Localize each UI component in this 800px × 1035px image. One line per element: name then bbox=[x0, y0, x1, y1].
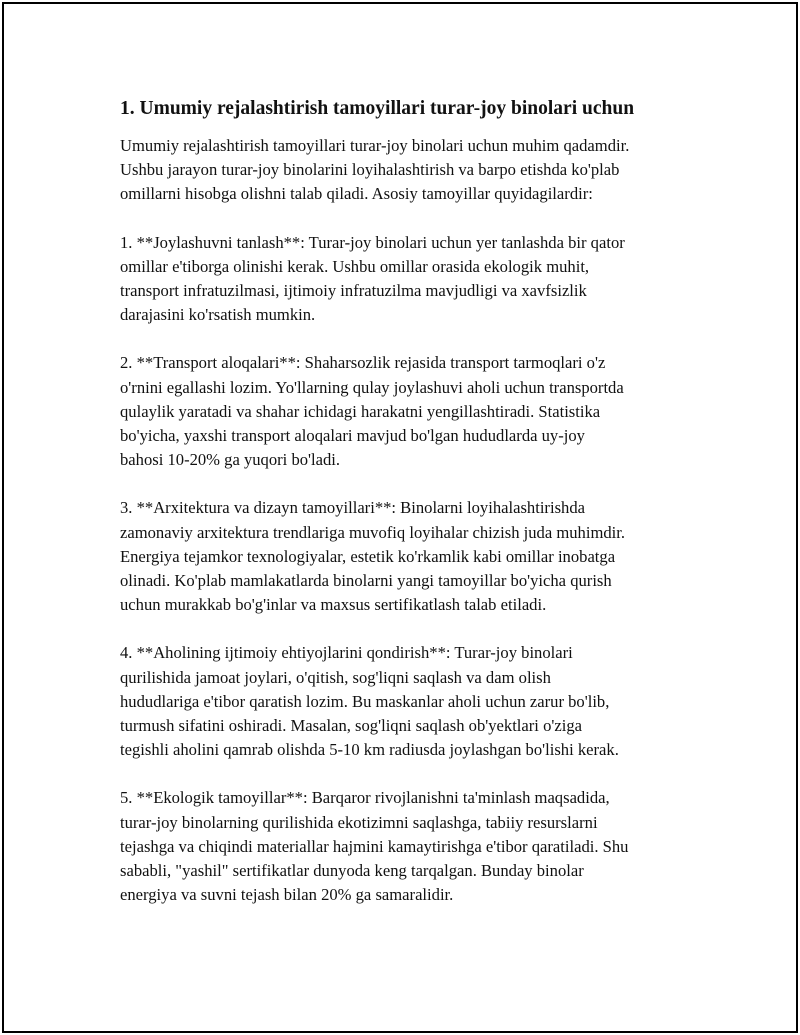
section-heading: 1. Umumiy rejalashtirish tamoyillari turar-joy binolari uchun bbox=[120, 98, 635, 119]
intro-paragraph: Umumiy rejalashtirish tamoyillari turar-joy binolari uchun muhim qadamdir. Ushbu jarayon turar-joy binolarini loyihalashtirish va barpo etishda ko'plab omillarni hisobga olishni talab qiladi. Asosiy tamoyillar quyidagilardir: bbox=[120, 136, 630, 204]
principle-item-architecture: 3. **Arxitektura va dizayn tamoyillari**: Binolarni loyihalashtirishda zamonaviy arxitektura trendlariga muvofiq loyihalar chizish juda muhimdir. Energiya tejamkor texnologiyalar, estetik ko'rkamlik kabi omillar inobatga olinadi. Ko'plab mamlakatlarda binolarni yangi tamoyillar bo'yicha qurish uchun murakkab bo'g'inlar va maxsus sertifikatlash talab etiladi. bbox=[120, 498, 626, 615]
principle-item-transport: 2. **Transport aloqalari**: Shaharsozlik rejasida transport tarmoqlari o'z o'rnini egallashi lozim. Yo'llarning qulay joylashuvi aholi uchun transportda qulaylik yaratadi va shahar ichidagi harakatni yengillashtiradi. Statistika bo'yicha, yaxshi transport aloqalari mavjud bo'lgan hududlarda uy-joy bahosi 10-20% ga yuqori bo'ladi. bbox=[120, 353, 624, 470]
page-frame bbox=[2, 2, 798, 1033]
principle-item-location: 1. **Joylashuvni tanlash**: Turar-joy binolari uchun yer tanlashda bir qator omillar e'tiborga olinishi kerak. Ushbu omillar orasida ekologik muhit, transport infratuzilmasi, ijtimoiy infratuzilma mavjudligi va xavfsizlik darajasini ko'rsatish mumkin. bbox=[120, 232, 625, 325]
principle-item-social-needs: 4. **Aholining ijtimoiy ehtiyojlarini qondirish**: Turar-joy binolari qurilishida jamoat joylari, o'qitish, sog'liqni saqlash va dam olish hududlariga e'tibor qaratish lozim. Bu maskanlar aholi uchun zarur bo'lib, turmush sifatini oshiradi. Masalan, sog'liqni saqlash ob'yektlari o'ziga tegishli aholini qamrab olishda 5-10 km radiusda joylashgan bo'lishi kerak. bbox=[120, 643, 619, 760]
principle-item-ecology: 5. **Ekologik tamoyillar**: Barqaror rivojlanishni ta'minlash maqsadida, turar-joy binolarning qurilishida ekotizimni saqlashga, tabiiy resurslarni tejashga va chiqindi materiallar hajmini kamaytirishga e'tibor qaratiladi. Shu sababli, "yashil" sertifikatlar dunyoda keng tarqalgan. Bunday binolar energiya va suvni tejash bilan 20% ga samaralidir. bbox=[120, 788, 629, 905]
document-content bbox=[120, 96, 700, 907]
